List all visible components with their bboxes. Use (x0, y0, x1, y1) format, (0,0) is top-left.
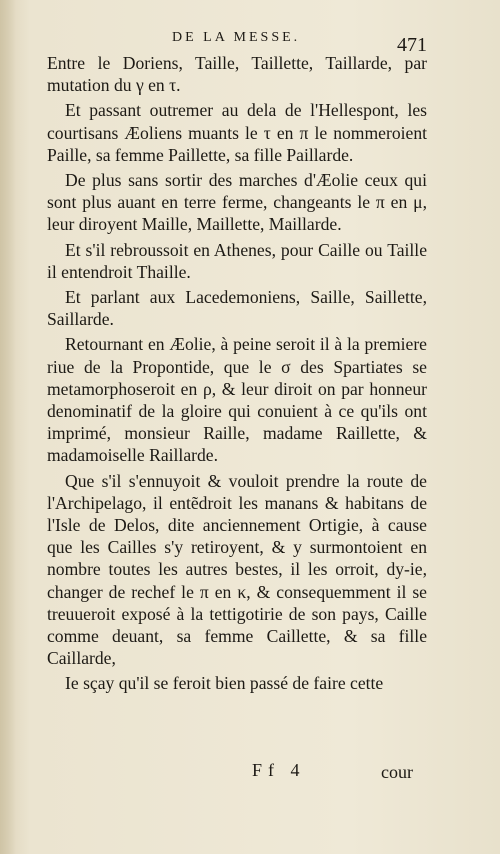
paragraph: Et s'il rebroussoit en Athenes, pour Caille ou Taille il entendroit Thaille. (47, 239, 427, 282)
paragraph: Et passant outremer au dela de l'Hellespont, les courtisans Æoliens muants le τ en π le nommeroient Paille, sa femme Paillette, sa fille Paillarde. (47, 100, 427, 165)
page-gutter-shadow (0, 0, 16, 854)
paragraph: Et parlant aux Lacedemoniens, Saille, Saillette, Saillarde. (47, 287, 427, 330)
paragraph: De plus sans sortir des marches d'Æolie ceux qui sont plus auant en terre ferme, changeants le π en μ, leur diroyent Maille, Maillette, Maillarde. (47, 170, 427, 235)
catchword: cour (381, 762, 413, 782)
page-number: 471 (397, 34, 427, 56)
body-text (47, 52, 427, 698)
paragraph: Que s'il s'ennuyoit & vouloit prendre la route de l'Archipelago, il entẽdroit les manans & habitans de l'Isle de Delos, dite anciennement Ortigie, à cause que les Cailles s'y retiroyent, & y surmontoient en nombre toutes les autres bestes, il les orroit, dy-ie, changer de rechef le π en κ, & consequemment il se treuueroit exposé à la tettigotirie de son pays, Caille comme deuant, sa femme Caillette, & sa fille Caillarde, (47, 470, 427, 669)
paragraph: Ie sçay qu'il se feroit bien passé de faire cette (65, 673, 384, 694)
paragraph: Retournant en Æolie, à peine seroit il à la premiere riue de la Propontide, que le σ des Spartiates se metamorphoseroit en ρ, & leur diroit on par honneur denominatif de la gloire qui conuient à ce qu'ils ont imprimé, monsieur Raille, madame Raillette, & madamoiselle Raillarde. (47, 334, 427, 466)
running-head: DE LA MESSE. (172, 30, 301, 45)
paragraph: Entre le Doriens, Taille, Taillette, Taillarde, par mutation du γ en τ. (47, 53, 427, 96)
signature-mark: Ff 4 (252, 760, 306, 780)
